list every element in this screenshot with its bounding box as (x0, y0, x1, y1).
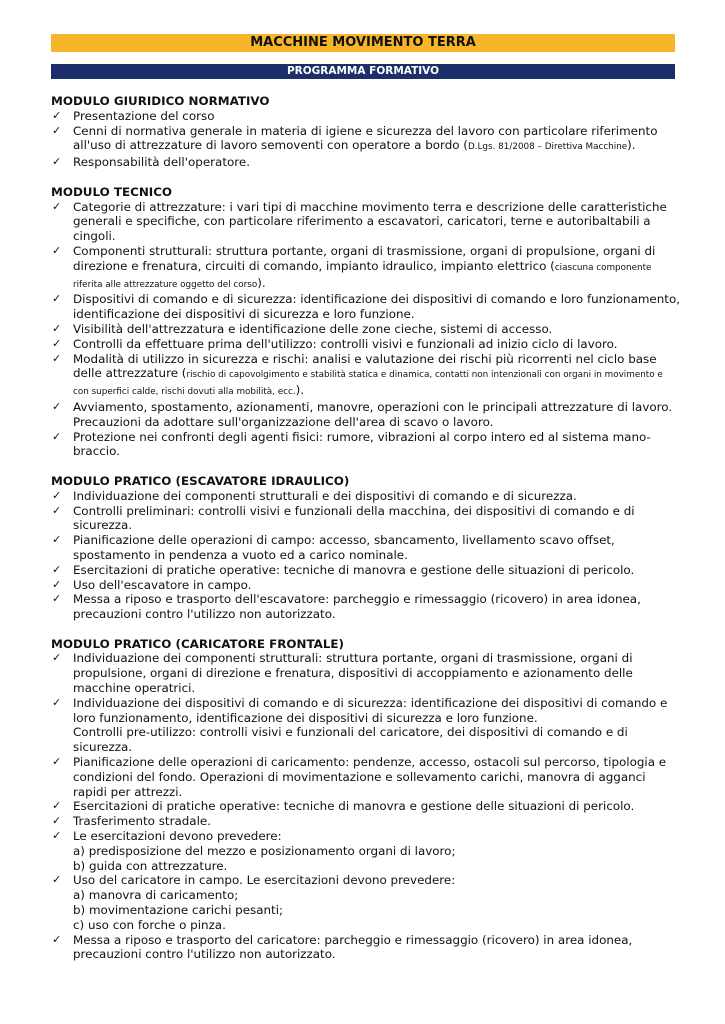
module-section (51, 185, 681, 459)
checkmark-icon: ✓ (52, 592, 62, 606)
list-item-text: Responsabilità dell'operatore. (73, 155, 250, 170)
list-item-text: Avviamento, spostamento, azionamenti, manovre, operazioni con le principali attrezzature di lavoro. Precauzioni da adottare sull'organizzazione dell'area di scavo o lavoro. (73, 399, 673, 429)
checkmark-icon: ✓ (52, 799, 62, 813)
list-item-text: Componenti strutturali: struttura portante, organi di trasmissione, organi di propulsione, organi di direzione e frenatura, circuiti di comando, impianto idraulico, impianto elettrico ( (73, 243, 656, 273)
module-item-list (51, 109, 681, 170)
list-item-text: Individuazione dei dispositivi di comando e di sicurezza: identificazione dei dispositivi di comando e loro funzionamento, identificazione dei dispositivi di sicurezza e loro funzione. (73, 695, 668, 725)
checkmark-icon: ✓ (52, 429, 62, 443)
module-section (51, 94, 681, 170)
list-item (51, 696, 681, 726)
checkmark-icon: ✓ (52, 321, 62, 335)
list-item (51, 814, 681, 829)
checkmark-icon: ✓ (52, 108, 62, 122)
checkmark-icon: ✓ (52, 155, 62, 169)
list-item-text: Esercitazioni di pratiche operative: tecniche di manovra e gestione delle situazioni di pericolo. (73, 799, 635, 814)
list-item-text: Le esercitazioni devono prevedere: (73, 829, 282, 844)
module-item-list (51, 651, 681, 962)
list-item-text: Esercitazioni di pratiche operative: tecniche di manovra e gestione delle situazioni di pericolo. (73, 562, 635, 577)
list-item (51, 337, 681, 352)
list-item-text: Uso dell'escavatore in campo. (73, 577, 252, 592)
document-title: MACCHINE MOVIMENTO TERRA (51, 34, 675, 52)
checkmark-icon: ✓ (52, 292, 62, 306)
list-item-text: Protezione nei confronti degli agenti fisici: rumore, vibrazioni al corpo intero ed al sistema mano-braccio. (73, 429, 651, 459)
list-item (51, 430, 681, 460)
list-item-note: ciascuna componente riferita alle attrezzature oggetto del corso (73, 262, 652, 290)
list-item-continuation: b) movimentazione carichi pesanti; (73, 903, 284, 918)
checkmark-icon: ✓ (52, 488, 62, 502)
checkmark-icon: ✓ (52, 336, 62, 350)
list-item-text: Pianificazione delle operazioni di caricamento: pendenze, accesso, ostacoli sul percorso, tipologia e condizioni del fondo. Operazioni di movimentazione e sollevamento carichi, manovra di agganci rapidi per attrezzi. (73, 755, 667, 799)
document-subtitle: PROGRAMMA FORMATIVO (51, 64, 675, 79)
list-item (51, 400, 681, 430)
list-item (51, 755, 681, 799)
checkmark-icon: ✓ (52, 562, 62, 576)
list-item-text: Individuazione dei componenti strutturali: struttura portante, organi di trasmissione, organi di propulsione, organi di direzione e frenatura, dispositivi di accoppiamento e azionamento delle macchine operatrici. (73, 651, 633, 696)
list-item-text: Uso del caricatore in campo. Le esercitazioni devono prevedere: (73, 873, 456, 888)
list-item (51, 799, 681, 814)
checkmark-icon: ✓ (52, 873, 62, 887)
list-item-text: Pianificazione delle operazioni di campo: accesso, sbancamento, livellamento scavo offset, spostamento in pendenza a vuoto ed a carico nominale. (73, 533, 615, 562)
module-section (51, 474, 681, 622)
list-item (51, 533, 681, 563)
list-item-text-end: ). (295, 383, 305, 398)
list-item-continuation: a) manovra di caricamento; (73, 888, 239, 903)
list-item (51, 124, 681, 156)
list-item-text: Categorie di attrezzature: i vari tipi di macchine movimento terra e descrizione delle caratteristiche generali e specifiche, con particolare riferimento a escavatori, caricatori, terne e autoribaltabili a cingoli. (73, 199, 667, 244)
list-item-text: Messa a riposo e trasporto dell'escavatore: parcheggio e rimessaggio (ricovero) in area idonea, precauzioni contro l'utilizzo non autorizzato. (73, 592, 641, 622)
list-item (51, 933, 681, 963)
checkmark-icon: ✓ (52, 243, 62, 257)
checkmark-icon: ✓ (52, 399, 62, 413)
module-title: MODULO TECNICO (51, 184, 173, 199)
list-item-note: D.Lgs. 81/2008 – Direttiva Macchine (467, 142, 628, 153)
checkmark-icon: ✓ (52, 814, 62, 828)
list-item-text: Controlli preliminari: controlli visivi e funzionali della macchina, dei dispositivi di comando e di sicurezza. (73, 503, 635, 533)
list-item-continuation: Controlli pre-utilizzo: controlli visivi e funzionali del caricatore, dei dispositivi di comando e di sicurezza. (73, 725, 628, 755)
list-item (51, 109, 681, 124)
list-item-text: Presentazione del corso (73, 108, 215, 123)
checkmark-icon: ✓ (52, 123, 62, 137)
checkmark-icon: ✓ (52, 533, 62, 547)
list-item-text: Controlli da effettuare prima dell'utilizzo: controlli visivi e funzionali ad inizio ciclo di lavoro. (73, 336, 618, 351)
list-item (51, 352, 681, 400)
module-item-list (51, 489, 681, 622)
list-item-continuation: c) uso con forche o pinza. (73, 917, 226, 932)
module-item-list (51, 200, 681, 460)
list-item-text-end: ). (257, 275, 266, 290)
module-section (51, 637, 681, 963)
list-item (51, 244, 681, 292)
list-item (51, 592, 681, 622)
checkmark-icon: ✓ (52, 651, 62, 665)
list-item-continuation: b) guida con attrezzature. (73, 858, 228, 873)
list-item-text: Messa a riposo e trasporto del caricatore: parcheggio e rimessaggio (ricovero) in area idonea, precauzioni contro l'utilizzo non autorizzato. (73, 932, 633, 962)
list-item (51, 563, 681, 578)
checkmark-icon: ✓ (52, 351, 62, 365)
list-item-text: Trasferimento stradale. (73, 814, 211, 829)
list-item-text: Dispositivi di comando e di sicurezza: identificazione dei dispositivi di comando e loro funzionamento, identificazione dei dispositivi di sicurezza e loro funzione. (73, 292, 681, 322)
list-item (51, 155, 681, 170)
checkmark-icon: ✓ (52, 503, 62, 517)
checkmark-icon: ✓ (52, 755, 62, 769)
list-item (51, 200, 681, 244)
list-item (51, 292, 681, 322)
module-title: MODULO PRATICO (CARICATORE FRONTALE) (51, 636, 344, 651)
list-item-note: rischio di capovolgimento e stabilità statica e dinamica, contatti non intenzionali con organi in movimento e con superfici calde, rischi dovuti alla mobilità, ecc. (73, 370, 663, 398)
list-item-text: Visibilità dell'attrezzatura e identificazione delle zone cieche, sistemi di accesso. (73, 321, 553, 336)
list-item (51, 651, 681, 695)
checkmark-icon: ✓ (52, 199, 62, 213)
list-item-text: Modalità di utilizzo in sicurezza e rischi: analisi e valutazione dei rischi più ricorrenti nel ciclo base delle attrezzature ( (73, 351, 657, 381)
list-item (51, 578, 681, 593)
module-title: MODULO PRATICO (ESCAVATORE IDRAULICO) (51, 473, 350, 488)
list-item (51, 322, 681, 337)
list-item (51, 873, 681, 888)
checkmark-icon: ✓ (52, 695, 62, 709)
list-item-text: Individuazione dei componenti strutturali e dei dispositivi di comando e di sicurezza. (73, 488, 577, 503)
module-title: MODULO GIURIDICO NORMATIVO (51, 94, 270, 108)
checkmark-icon: ✓ (52, 577, 62, 591)
list-item (51, 489, 681, 504)
list-item-text: Cenni di normativa generale in materia di igiene e sicurezza del lavoro con particolare riferimento all'uso di attrezzature di lavoro semoventi con operatore a bordo ( (73, 123, 658, 153)
list-item (51, 504, 681, 534)
list-item (51, 829, 681, 844)
list-item-text-end: ). (627, 138, 636, 153)
list-item-continuation: a) predisposizione del mezzo e posizionamento organi di lavoro; (73, 843, 456, 858)
checkmark-icon: ✓ (52, 932, 62, 946)
checkmark-icon: ✓ (52, 829, 62, 843)
document-body (51, 94, 681, 977)
